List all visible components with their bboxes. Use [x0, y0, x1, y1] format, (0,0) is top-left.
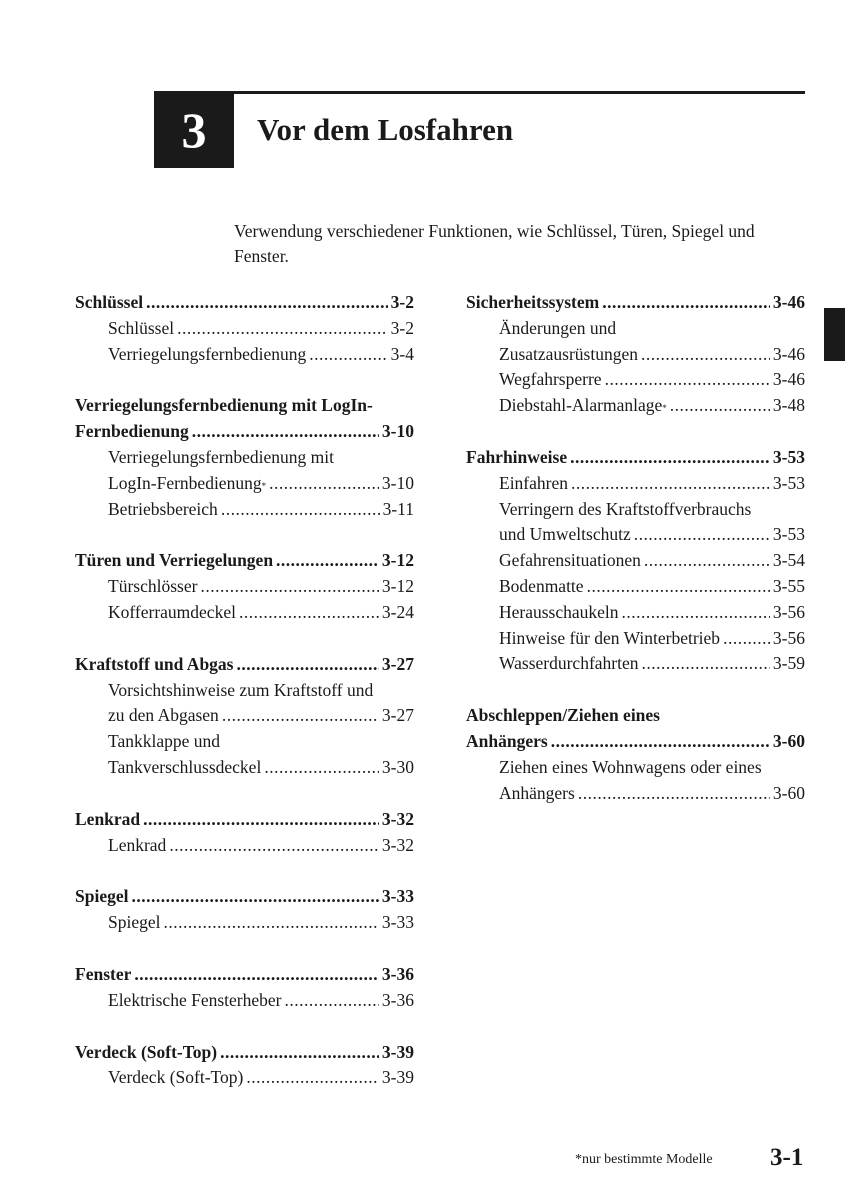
toc-entry-label: zu den Abgasen — [108, 705, 219, 726]
toc-left-column — [75, 290, 414, 1117]
toc-entry[interactable] — [466, 651, 805, 677]
page-number: 3-1 — [770, 1144, 804, 1171]
toc-entry-page: 3-55 — [772, 575, 805, 596]
toc-entry-page: 3-54 — [772, 550, 805, 571]
toc-entry[interactable] — [75, 910, 414, 936]
chapter-rule — [234, 91, 805, 94]
dot-leader — [222, 703, 379, 729]
toc-entry-page: 3-24 — [381, 601, 414, 622]
dot-leader — [146, 290, 388, 316]
toc-section — [75, 290, 414, 367]
toc-entry-label: Zusatzausrüstungen — [499, 343, 638, 364]
dot-leader — [642, 651, 770, 677]
toc-entry-line: Tankklappe und — [108, 731, 221, 752]
toc-entry-page: 3-36 — [381, 989, 414, 1010]
toc-section-heading-line: Abschleppen/Ziehen eines — [466, 705, 660, 726]
chapter-number-box — [154, 91, 234, 168]
toc-entry-page: 3-10 — [381, 472, 414, 493]
dot-leader — [644, 548, 770, 574]
toc-entry-label: Herausschaukeln — [499, 601, 619, 622]
dot-leader — [641, 342, 770, 368]
dot-leader — [246, 1065, 379, 1091]
toc-entry-line: Ziehen eines Wohnwagens oder eines — [499, 756, 762, 777]
dot-leader — [143, 807, 379, 833]
toc-entry-page: 3-56 — [772, 627, 805, 648]
toc-section-label: Fahrhinweise — [466, 446, 568, 467]
toc-entry[interactable]: LogIn-Fernbedienung * ..... 3-10 — [75, 471, 414, 497]
toc-section-heading[interactable] — [466, 445, 805, 471]
dot-leader — [134, 962, 379, 988]
toc-entry[interactable] — [75, 574, 414, 600]
toc-section-heading[interactable] — [466, 729, 805, 755]
dot-leader — [670, 393, 770, 419]
toc-entry-page: 3-12 — [381, 576, 414, 597]
toc-section-heading[interactable] — [75, 548, 414, 574]
toc-section-heading-line: Verriegelungsfernbedienung mit LogIn- — [75, 395, 373, 416]
dot-leader — [237, 652, 379, 678]
dot-leader — [177, 316, 388, 342]
toc-entry-page: 3-56 — [772, 601, 805, 622]
toc-section-page: 3-53 — [772, 446, 805, 467]
toc-entry-page: 3-60 — [772, 782, 805, 803]
dot-leader — [131, 884, 378, 910]
toc-section — [75, 548, 414, 625]
toc-entry[interactable] — [466, 548, 805, 574]
toc-entry-line: Verriegelungsfernbedienung mit — [108, 446, 334, 467]
chapter-intro: Verwendung verschiedener Funktionen, wie Schlüssel, Türen, Spiegel und Fenster. — [234, 221, 755, 266]
toc-entry[interactable] — [75, 988, 414, 1014]
toc-entry-page: 3-46 — [772, 369, 805, 390]
toc-section-page: 3-10 — [381, 421, 414, 442]
chapter-number: 3 — [181, 101, 207, 158]
toc-entry[interactable] — [75, 833, 414, 859]
toc-section-heading[interactable] — [75, 419, 414, 445]
toc-entry-page: 3-30 — [381, 756, 414, 777]
toc-entry[interactable] — [466, 781, 805, 807]
dot-leader — [578, 781, 770, 807]
toc-section-label: Schlüssel — [75, 292, 144, 312]
toc-entry-label: Spiegel — [108, 912, 161, 933]
toc-entry[interactable] — [466, 471, 805, 497]
toc-section-label: Türen und Verriegelungen — [75, 550, 274, 571]
toc-section-heading[interactable] — [75, 962, 414, 988]
toc-entry-page: 3-48 — [772, 395, 805, 416]
dot-leader — [220, 1040, 379, 1066]
toc-entry-page: 3-59 — [772, 653, 805, 674]
toc-entry[interactable] — [466, 574, 805, 600]
toc-entry-label: Tankverschlussdeckel — [108, 756, 262, 777]
toc-entry[interactable] — [466, 626, 805, 652]
dot-leader — [587, 574, 770, 600]
toc-entry-label: LogIn-Fernbedienung — [108, 472, 262, 493]
toc-section — [75, 652, 414, 781]
toc-entry-label: Diebstahl-Alarmanlage — [499, 395, 663, 416]
toc-entry[interactable] — [466, 600, 805, 626]
toc-section-label: Sicherheitssystem — [466, 292, 600, 312]
dot-leader — [622, 600, 770, 626]
dot-leader — [200, 574, 378, 600]
toc-section-page: 3-32 — [381, 808, 414, 829]
toc-entry-label: Anhängers — [499, 782, 575, 803]
toc-entry-page: 3-4 — [390, 343, 414, 364]
toc-entry[interactable] — [75, 342, 414, 368]
toc-section-label: Verdeck (Soft-Top) — [75, 1041, 218, 1062]
dot-leader — [634, 522, 770, 548]
toc-entry-label: Schlüssel — [108, 317, 175, 338]
toc-entry-page: 3-46 — [772, 343, 805, 364]
toc-entry[interactable] — [75, 1065, 414, 1091]
toc-entry-line: Verringern des Kraftstoffverbrauchs — [499, 498, 752, 519]
toc-entry[interactable] — [75, 703, 414, 729]
dot-leader — [276, 548, 379, 574]
toc-entry-label: Einfahren — [499, 472, 568, 493]
toc-entry-label: Kofferraumdeckel — [108, 601, 236, 622]
toc-section-page: 3-2 — [390, 292, 414, 312]
toc-entry[interactable] — [466, 522, 805, 548]
dot-leader — [284, 988, 378, 1014]
dot-leader — [723, 626, 770, 652]
dot-leader — [164, 910, 379, 936]
toc-section-label: Anhängers — [466, 730, 548, 751]
toc-section-page: 3-27 — [381, 653, 414, 674]
toc-section — [466, 290, 805, 419]
toc-entry-page: 3-11 — [382, 498, 414, 519]
toc-entry-page: 3-2 — [390, 317, 414, 338]
toc-entry-label: Lenkrad — [108, 834, 167, 855]
chapter-thumb-tab — [824, 308, 845, 361]
toc-entry[interactable] — [75, 497, 414, 523]
toc-entry-label: Gefahrensituationen — [499, 550, 641, 571]
toc-section-label: Kraftstoff und Abgas — [75, 653, 234, 674]
toc-entry[interactable] — [75, 755, 414, 781]
dot-leader — [221, 497, 380, 523]
toc-entry-line: Änderungen und — [499, 317, 617, 338]
toc-section-heading[interactable] — [75, 884, 414, 910]
toc-entry-label: Betriebsbereich — [108, 498, 218, 519]
toc-section-page: 3-12 — [381, 550, 414, 571]
toc-entry-page: 3-32 — [381, 834, 414, 855]
toc-section-page: 3-60 — [772, 730, 805, 751]
toc-section-page: 3-33 — [381, 886, 414, 907]
toc-entry-page: 3-53 — [772, 524, 805, 545]
dot-leader — [192, 419, 379, 445]
toc-section — [75, 807, 414, 859]
dot-leader — [239, 600, 379, 626]
toc-section-page: 3-36 — [381, 963, 414, 984]
toc-entry-label: Verriegelungsfernbedienung — [108, 343, 307, 364]
toc-entry[interactable] — [75, 316, 414, 342]
toc-entry-label: Hinweise für den Winterbetrieb — [499, 627, 721, 648]
toc-section — [75, 962, 414, 1014]
dot-leader — [551, 729, 770, 755]
toc-entry-line: Vorsichtshinweise zum Kraftstoff und — [108, 679, 374, 700]
toc-section-page: 3-46 — [772, 292, 805, 312]
dot-leader — [309, 342, 387, 368]
toc-section — [75, 884, 414, 936]
toc-entry-label: Wasserdurchfahrten — [499, 653, 639, 674]
toc-section — [75, 393, 414, 522]
toc-section — [75, 1040, 414, 1092]
toc-entry-label: Elektrische Fensterheber — [108, 989, 282, 1010]
toc-entry[interactable] — [466, 367, 805, 393]
toc-entry-label: Wegfahrsperre — [499, 369, 602, 390]
toc-section-page: 3-39 — [381, 1041, 414, 1062]
toc-section — [466, 703, 805, 806]
toc-section-heading[interactable] — [466, 290, 805, 316]
toc-entry[interactable]: Diebstahl-Alarmanlage * ..... 3-48 — [466, 393, 805, 419]
toc-entry-label: Verdeck (Soft-Top) — [108, 1067, 244, 1088]
toc-entry-page: 3-27 — [381, 705, 414, 726]
toc-section-heading[interactable] — [75, 1040, 414, 1066]
toc-section-label: Lenkrad — [75, 808, 141, 829]
toc-entry[interactable] — [466, 342, 805, 368]
toc-section — [466, 445, 805, 677]
toc-entry-page: 3-53 — [772, 472, 805, 493]
dot-leader — [269, 471, 379, 497]
toc-section-label: Fernbedienung — [75, 421, 189, 442]
toc-section-heading[interactable] — [75, 290, 414, 316]
dot-leader — [570, 445, 770, 471]
toc-section-label: Fenster — [75, 963, 132, 984]
toc-entry[interactable] — [75, 600, 414, 626]
dot-leader — [571, 471, 770, 497]
toc-section-heading[interactable] — [75, 652, 414, 678]
toc-entry-page: 3-39 — [381, 1067, 414, 1088]
footnote: *nur bestimmte Modelle — [575, 1152, 713, 1167]
dot-leader — [602, 290, 770, 316]
dot-leader — [169, 833, 379, 859]
toc-entry-label: Bodenmatte — [499, 575, 584, 596]
toc-entry-label: Türschlösser — [108, 576, 198, 597]
toc-section-label: Spiegel — [75, 886, 129, 907]
toc-right-column — [466, 290, 805, 832]
dot-leader — [264, 755, 379, 781]
toc-entry-label: und Umweltschutz — [499, 524, 631, 545]
chapter-title: Vor dem Losfahren — [257, 112, 514, 147]
dot-leader — [605, 367, 770, 393]
toc-entry-page: 3-33 — [381, 912, 414, 933]
toc-section-heading[interactable] — [75, 807, 414, 833]
